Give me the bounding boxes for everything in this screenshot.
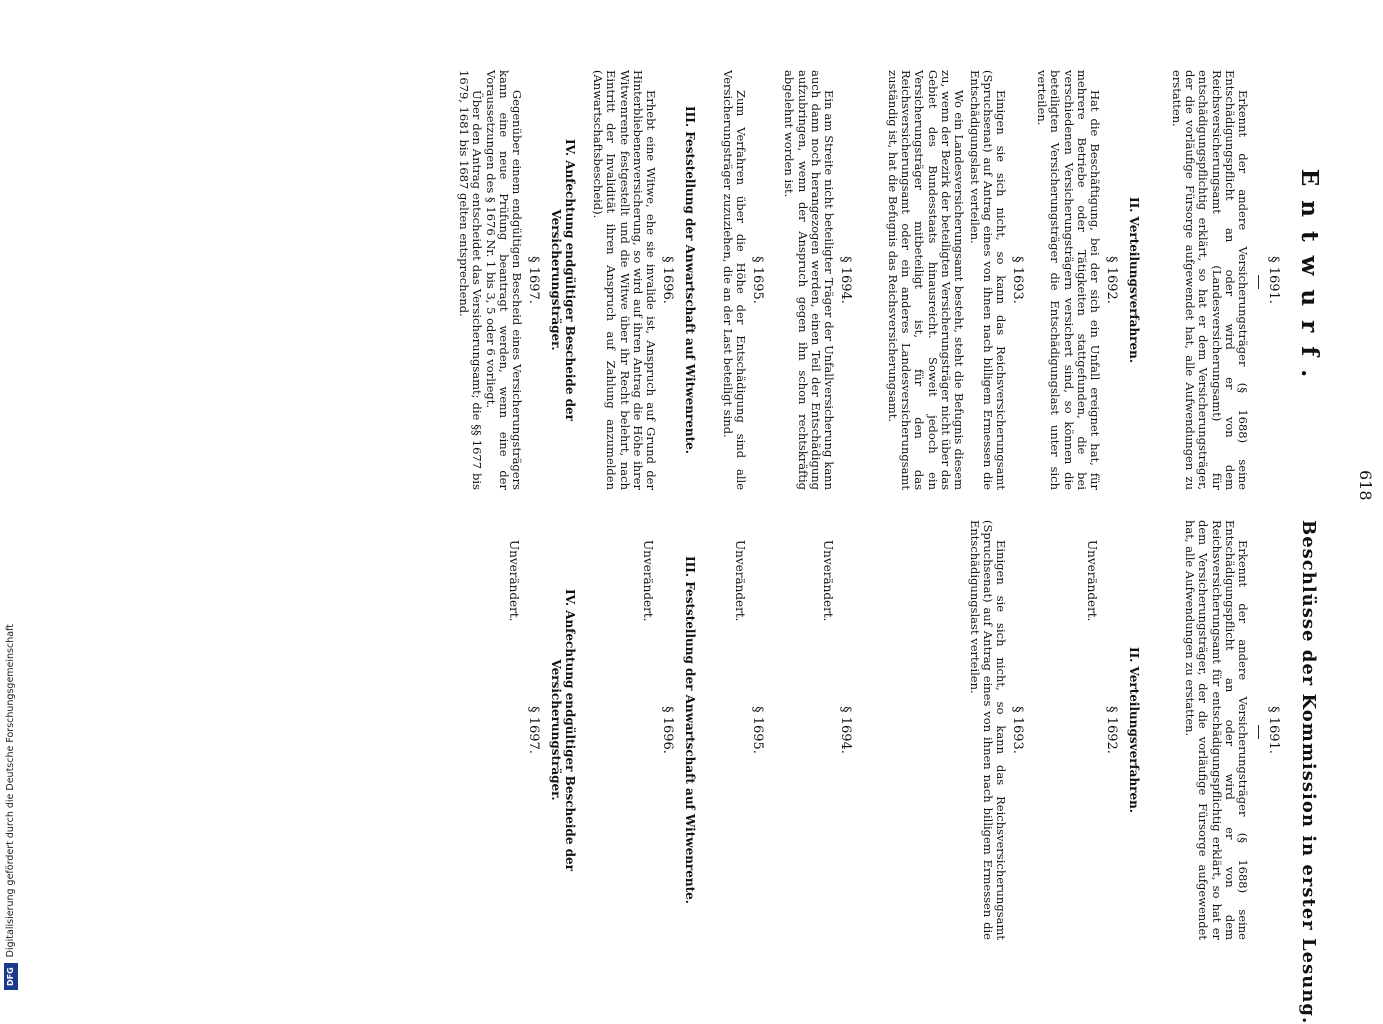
right-s1694-status: Unverändert. (821, 540, 835, 622)
right-s1697-number: § 1697. (526, 706, 541, 754)
right-s1691-rule (1258, 725, 1259, 739)
left-s1695-number: § 1695. (750, 256, 765, 304)
right-s1695-number: § 1695. (750, 706, 765, 754)
left-s1696-text: Erhebt eine Witwe, ehe sie invalide ist, Anspruch auf Grund der Hinterbliebenenversicherung, so wird auf ihren Antrag die Höhe ihrer Witwenrente festgestellt und die Witwe über ihr Recht belehrt, nach Eintritt der Invalidität ihren Anspruch auf Zahlung anzumelden (Anwartschaftsbescheid). (591, 70, 658, 490)
right-s1691-text: Erkennt der andere Versicherungsträger (§ 1688) seine Entschädigungspflicht an oder wird er von dem Reichsversicherungsamt für entschädigungspflichtig erklärt, so hat er dem Versicherungsträger, der die vorläufige Fürsorge aufgewendet hat, alle Aufwendungen zu erstatten. (1183, 520, 1250, 940)
left-s1697-number: § 1697. (526, 256, 541, 304)
left-section-2-heading: II. Verteilungsverfahren. (1127, 196, 1141, 364)
left-s1691-rule (1258, 275, 1259, 289)
right-s1694-number: § 1694. (838, 706, 853, 754)
left-s1692-number: § 1692. (1104, 256, 1119, 304)
left-s1693-text-b: Wo ein Landesversicherungsamt besteht, steht die Befugnis diesem zu, wenn der Bezirk der beteiligten Versicherungsträger nicht über das Gebiet des Bundesstaats hinausreicht. Soweit jedoch ein Versicherungsträger mitbeteiligt ist, für den das Reichsversicherungsamt oder ein anderes Landesversicherungsamt zuständig ist, hat die Befugnis das Reichsversicherungsamt. (885, 70, 966, 490)
left-s1697-text-b: Über den Antrag entscheidet das Versicherungsamt; die §§ 1677 bis 1679, 1681 bis 1687 gelten entsprechend. (456, 70, 484, 490)
right-s1696-number: § 1696. (660, 706, 675, 754)
right-section-3-heading: III. Feststellung der Anwartschaft auf Witwenrente. (683, 556, 697, 904)
left-s1697-text: Gegenüber einem endgültigen Bescheid eines Versicherungsträgers kann eine neue Prüfung beantragt werden, wenn eine der Voraussetzungen des § 1676 Nr. 1 bis 3, 5 oder 6 vorliegt. (483, 70, 524, 490)
left-s1692-text: Hat die Beschäftigung, bei der sich ein Unfall ereignet hat, für mehrere Betriebe oder Tätigkeiten stattgefunden, die bei verschiedenen Versicherungsträgern versichert sind, so können die beteiligten Versicherungsträger die Entschädigungslast unter sich verteilen. (1035, 70, 1102, 490)
right-s1697-status: Unverändert. (507, 540, 521, 622)
left-s1695-text: Zum Verfahren über die Höhe der Entschädigung sind alle Versicherungsträger zuzuziehen, die an der Last beteiligt sind. (720, 70, 748, 490)
left-s1691-number: § 1691. (1266, 256, 1281, 304)
page-number: 618 (1356, 470, 1375, 501)
right-section-2-heading: II. Verteilungsverfahren. (1127, 646, 1141, 814)
left-s1694-number: § 1694. (838, 256, 853, 304)
left-s1693-number: § 1693. (1010, 256, 1025, 304)
left-section-3-heading: III. Feststellung der Anwartschaft auf Witwenrente. (683, 106, 697, 454)
left-s1691-text: Erkennt der andere Versicherungsträger (§ 1688) seine Entschädigungspflicht an oder wird er von dem Reichsversicherungsamt (Landesversicherungsamt) für entschädigungspflichtig erklärt, so hat er dem Versicherungsträger, der die vorläufige Fürsorge aufgewendet hat, alle Aufwendungen zu erstatten. (1169, 70, 1250, 490)
right-s1691-number: § 1691. (1266, 706, 1281, 754)
left-s1693-text-a: Einigen sie sich nicht, so kann das Reichsversicherungsamt (Spruchsenat) auf Antrag eines von ihnen nach billigem Ermessen die Entschädigungslast verteilen. (967, 70, 1008, 490)
right-s1693-text: Einigen sie sich nicht, so kann das Reichsversicherungsamt (Spruchsenat) auf Antrag eines von ihnen nach billigem Ermessen die Entschädigungslast verteilen. (967, 520, 1008, 940)
right-s1695-status: Unverändert. (733, 540, 747, 622)
right-s1693-number: § 1693. (1010, 706, 1025, 754)
digitization-footer (0, 0, 22, 1000)
right-section-4-heading: IV. Anfechtung endgültiger Bescheide der Versicherungsträger. (549, 589, 577, 871)
right-s1692-status: Unverändert. (1085, 540, 1099, 622)
right-s1692-number: § 1692. (1104, 706, 1119, 754)
right-column-title: Beschlüsse der Kommission in erster Lesung. (1298, 520, 1319, 1024)
footer-text: Digitalisierung gefördert durch die Deutsche Forschungsgemeinschaft (5, 624, 16, 958)
right-s1696-status: Unverändert. (641, 540, 655, 622)
left-section-4-heading: IV. Anfechtung endgültiger Bescheide der Versicherungsträger. (549, 139, 577, 421)
left-column-title: Entwurf. (1296, 168, 1323, 392)
dfg-logo: DFG (4, 963, 18, 990)
left-s1696-number: § 1696. (660, 256, 675, 304)
left-s1694-text: Ein am Streite nicht beteiligter Träger der Unfallversicherung kann auch dann noch herangezogen werden, einen Teil der Entschädigung aufzubringen, wenn der Anspruch gegen ihn schon rechtskräftig abgelehnt worden ist. (782, 70, 836, 490)
